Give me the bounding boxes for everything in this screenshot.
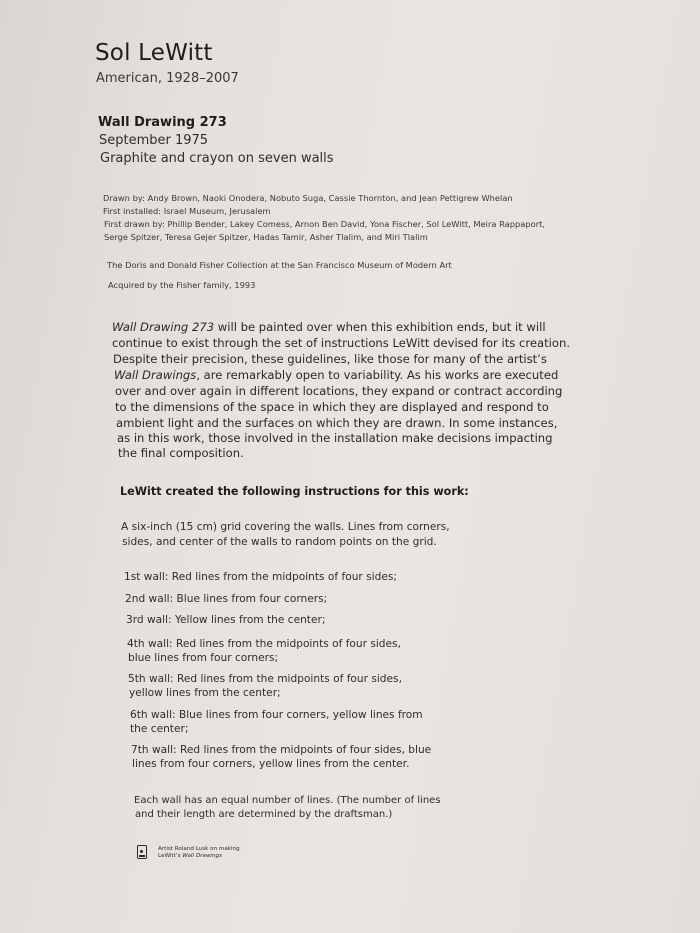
- lines-note-line-2: and their length are determined by the draftsman.): [135, 809, 393, 820]
- body-line-1: [112, 320, 546, 334]
- acquisition-line: Acquired by the Fisher family, 1993: [108, 280, 256, 290]
- credit-first-installed: First installed: Israel Museum, Jerusalem: [103, 206, 271, 216]
- work-title: Wall Drawing 273: [98, 115, 227, 130]
- wall-2-instruction: 2nd wall: Blue lines from four corners;: [125, 593, 328, 605]
- body-line-2: continue to exist through the set of instructions LeWitt devised for its creation.: [112, 336, 571, 350]
- credit-drawn-by: Drawn by: Andy Brown, Naoki Onodera, Nobuto Suga, Cassie Thornton, and Jean Pettigrew Whelan: [103, 193, 513, 203]
- audio-caption-text: LeWitt’s: [158, 853, 183, 859]
- body-line-4: [114, 368, 558, 382]
- wall-5-instruction-continued: yellow lines from the center;: [129, 687, 281, 699]
- audio-guide-caption-line-1: Artist Roland Lusk on making: [158, 846, 240, 852]
- body-text: , are remarkably open to variability. As his works are executed: [196, 368, 559, 382]
- work-medium: Graphite and crayon on seven walls: [100, 151, 334, 166]
- credit-first-drawn-by-continued: Serge Spitzer, Teresa Gejer Spitzer, Hadas Tamir, Asher Tlalim, and Miri Tlalim: [104, 232, 428, 242]
- body-line-6: to the dimensions of the space in which they are displayed and respond to: [115, 400, 549, 414]
- wall-3-instruction: 3rd wall: Yellow lines from the center;: [126, 614, 326, 626]
- wall-7-instruction: 7th wall: Red lines from the midpoints of four sides, blue: [131, 744, 432, 756]
- wall-4-instruction-continued: blue lines from four corners;: [128, 652, 279, 664]
- wall-7-instruction-continued: lines from four corners, yellow lines from the center.: [132, 758, 410, 770]
- body-line-8: as in this work, those involved in the installation make decisions impacting: [117, 431, 553, 445]
- collection-line: The Doris and Donald Fisher Collection at the San Francisco Museum of Modern Art: [107, 260, 452, 270]
- body-line-9: the final composition.: [118, 446, 244, 460]
- artist-dates: American, 1928–2007: [96, 71, 239, 86]
- grid-instruction-line-2: sides, and center of the walls to random points on the grid.: [122, 536, 437, 548]
- wall-4-instruction: 4th wall: Red lines from the midpoints of four sides,: [127, 638, 401, 650]
- credit-first-drawn-by: First drawn by: Phillip Bender, Lakey Comess, Arnon Ben David, Yona Fischer, Sol LeWitt, Meira Rappaport,: [104, 219, 546, 229]
- wall-6-instruction-continued: the center;: [130, 723, 189, 735]
- body-line-7: ambient light and the surfaces on which they are drawn. In some instances,: [116, 416, 558, 430]
- grid-instruction-line-1: A six-inch (15 cm) grid covering the walls. Lines from corners,: [121, 521, 450, 533]
- audio-caption-italic: Wall Drawings: [182, 853, 222, 859]
- audio-guide-icon: [137, 845, 147, 859]
- body-line-3: Despite their precision, these guidelines, like those for many of the artist’s: [113, 352, 547, 366]
- work-title-italic: Wall Drawing 273: [112, 320, 215, 334]
- wall-5-instruction: 5th wall: Red lines from the midpoints of four sides,: [128, 673, 402, 685]
- body-text: will be painted over when this exhibition ends, but it will: [214, 320, 546, 334]
- wall-6-instruction: 6th wall: Blue lines from four corners, yellow lines from: [130, 709, 423, 721]
- audio-guide-caption-line-2: [158, 853, 222, 859]
- body-line-5: over and over again in different locations, they expand or contract according: [115, 384, 563, 398]
- work-date: September 1975: [99, 133, 209, 148]
- wall-1-instruction: 1st wall: Red lines from the midpoints of four sides;: [124, 571, 397, 583]
- instructions-heading: LeWitt created the following instructions for this work:: [120, 485, 469, 498]
- artist-name: Sol LeWitt: [95, 40, 213, 66]
- wall-drawings-italic: Wall Drawings: [114, 368, 197, 382]
- lines-note-line-1: Each wall has an equal number of lines. (The number of lines: [134, 795, 441, 806]
